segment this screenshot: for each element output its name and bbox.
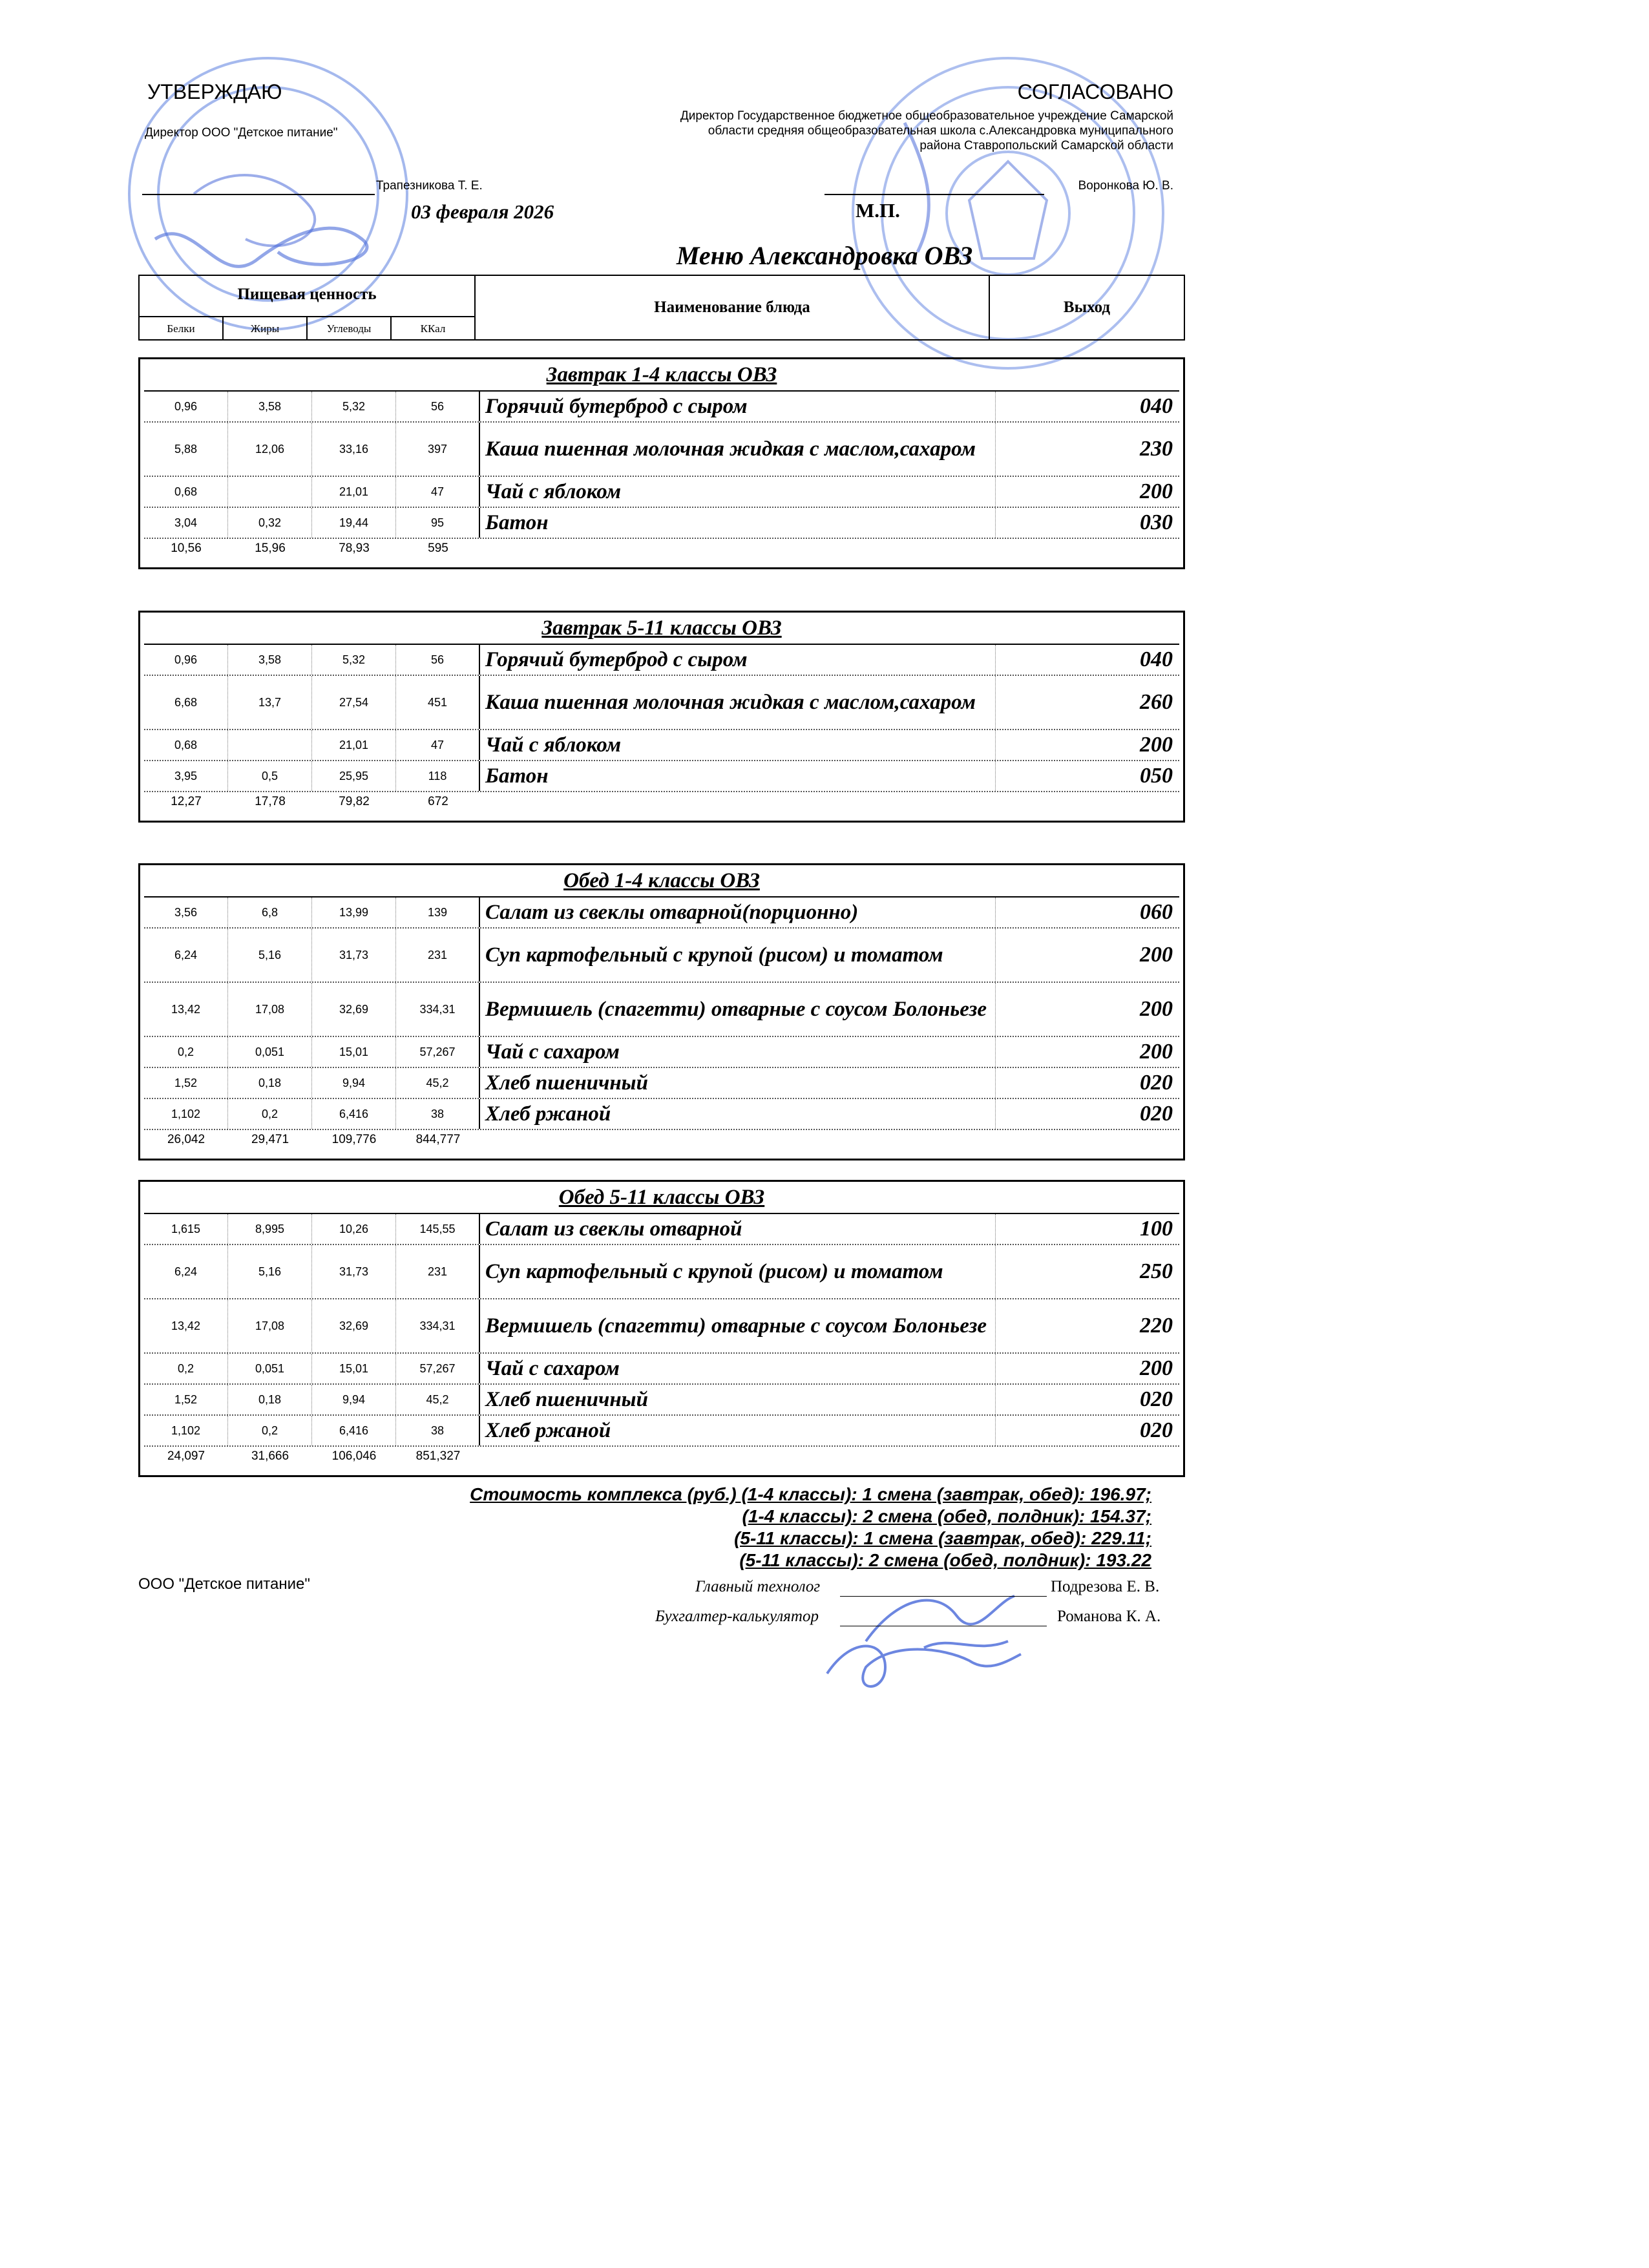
kcal-cell: 334,31 bbox=[396, 1299, 480, 1352]
table-row bbox=[144, 1245, 1179, 1299]
dish-name-cell: Чай с сахаром bbox=[480, 1354, 996, 1383]
table-row bbox=[144, 1354, 1179, 1385]
section-rows bbox=[144, 644, 1179, 812]
technologist-name: Подрезова Е. В. bbox=[1051, 1578, 1160, 1595]
dish-name-cell: Суп картофельный с крупой (рисом) и томатом bbox=[480, 929, 996, 982]
kcal-cell: 38 bbox=[396, 1416, 480, 1445]
table-row bbox=[144, 1385, 1179, 1416]
protein-cell: 6,24 bbox=[144, 1245, 228, 1298]
total-carbs: 79,82 bbox=[339, 795, 370, 808]
fat-cell: 12,06 bbox=[228, 423, 312, 476]
carbs-cell: 21,01 bbox=[312, 730, 396, 760]
menu-title: Меню Александровка ОВЗ bbox=[676, 241, 973, 270]
dish-name-cell: Суп картофельный с крупой (рисом) и томатом bbox=[480, 1245, 996, 1298]
total-kcal: 595 bbox=[428, 541, 448, 555]
fat-cell: 0,32 bbox=[228, 508, 312, 538]
kcal-cell: 57,267 bbox=[396, 1037, 480, 1067]
agreed-title: СОГЛАСОВАНО bbox=[1017, 80, 1173, 103]
protein-cell: 5,88 bbox=[144, 423, 228, 476]
kcal-cell: 145,55 bbox=[396, 1214, 480, 1244]
carbs-cell: 27,54 bbox=[312, 676, 396, 729]
yield-cell: 030 bbox=[1140, 510, 1173, 534]
section-total-row bbox=[144, 539, 1179, 558]
yield-cell: 200 bbox=[1140, 733, 1173, 757]
dish-header: Наименование блюда bbox=[476, 276, 990, 339]
section-rows bbox=[144, 896, 1179, 1150]
yield-cell: 200 bbox=[1140, 479, 1173, 503]
agreed-position-line-1: Директор Государственное бюджетное общеобразовательное учреждение Самарской bbox=[680, 109, 1173, 123]
dish-name-cell: Каша пшенная молочная жидкая с маслом,сахаром bbox=[480, 423, 996, 476]
table-row bbox=[144, 730, 1179, 761]
carbs-cell: 9,94 bbox=[312, 1068, 396, 1098]
yield-cell: 200 bbox=[1140, 1356, 1173, 1380]
kcal-cell: 45,2 bbox=[396, 1385, 480, 1414]
dish-name-cell: Вермишель (спагетти) отварные с соусом Болоньезе bbox=[480, 1299, 996, 1352]
total-protein: 10,56 bbox=[171, 541, 202, 555]
table-row bbox=[144, 1037, 1179, 1068]
kcal-cell: 95 bbox=[396, 508, 480, 538]
protein-cell: 0,2 bbox=[144, 1037, 228, 1067]
fat-cell: 0,2 bbox=[228, 1099, 312, 1129]
table-row bbox=[144, 508, 1179, 539]
protein-cell: 3,56 bbox=[144, 898, 228, 927]
fat-cell bbox=[228, 477, 312, 507]
table-row bbox=[144, 983, 1179, 1037]
dish-name-cell: Батон bbox=[480, 508, 996, 538]
total-carbs: 78,93 bbox=[339, 541, 370, 555]
accountant-name: Романова К. А. bbox=[1057, 1608, 1161, 1625]
protein-cell: 0,68 bbox=[144, 730, 228, 760]
dish-name-cell: Чай с яблоком bbox=[480, 730, 996, 760]
protein-cell: 3,95 bbox=[144, 761, 228, 791]
dish-name-cell: Горячий бутерброд с сыром bbox=[480, 645, 996, 675]
protein-cell: 13,42 bbox=[144, 983, 228, 1036]
carbs-header: Углеводы bbox=[308, 317, 392, 341]
carbs-cell: 15,01 bbox=[312, 1354, 396, 1383]
table-row bbox=[144, 761, 1179, 792]
carbs-cell: 33,16 bbox=[312, 423, 396, 476]
technologist-role: Главный технолог bbox=[695, 1578, 821, 1595]
protein-cell: 13,42 bbox=[144, 1299, 228, 1352]
total-protein: 12,27 bbox=[171, 795, 202, 808]
carbs-cell: 6,416 bbox=[312, 1099, 396, 1129]
fat-header: Жиры bbox=[224, 317, 308, 341]
kcal-cell: 139 bbox=[396, 898, 480, 927]
total-fat: 31,666 bbox=[251, 1449, 289, 1463]
total-fat: 17,78 bbox=[255, 795, 286, 808]
total-carbs: 106,046 bbox=[331, 1449, 377, 1463]
yield-cell: 020 bbox=[1140, 1418, 1173, 1442]
section-total-row bbox=[144, 1447, 1179, 1466]
accountant-role: Бухгалтер-калькулятор bbox=[655, 1608, 819, 1625]
dish-name-cell: Хлеб пшеничный bbox=[480, 1068, 996, 1098]
yield-cell: 060 bbox=[1140, 900, 1173, 924]
table-row bbox=[144, 423, 1179, 477]
agreed-signature-line bbox=[824, 194, 1044, 195]
yield-cell: 200 bbox=[1140, 997, 1173, 1021]
section-rows bbox=[144, 390, 1179, 558]
column-header bbox=[138, 275, 1185, 341]
table-row bbox=[144, 898, 1179, 929]
section-title: Обед 1-4 классы ОВЗ bbox=[563, 869, 760, 892]
kcal-cell: 38 bbox=[396, 1099, 480, 1129]
fat-cell: 17,08 bbox=[228, 983, 312, 1036]
menu-section bbox=[138, 611, 1185, 823]
kcal-cell: 45,2 bbox=[396, 1068, 480, 1098]
carbs-cell: 5,32 bbox=[312, 392, 396, 421]
total-kcal: 672 bbox=[428, 795, 448, 808]
kcal-cell: 47 bbox=[396, 477, 480, 507]
table-row bbox=[144, 676, 1179, 730]
carbs-cell: 31,73 bbox=[312, 1245, 396, 1298]
carbs-cell: 19,44 bbox=[312, 508, 396, 538]
dish-name-cell: Каша пшенная молочная жидкая с маслом,сахаром bbox=[480, 676, 996, 729]
fat-cell: 0,051 bbox=[228, 1354, 312, 1383]
fat-cell: 0,18 bbox=[228, 1385, 312, 1414]
approve-title: УТВЕРЖДАЮ bbox=[147, 80, 282, 103]
price-line-1: Стоимость комплекса (руб.) (1-4 классы): 1 смена (завтрак, обед): 196.97; bbox=[470, 1484, 1151, 1504]
kcal-cell: 451 bbox=[396, 676, 480, 729]
footer-organization: ООО "Детское питание" bbox=[138, 1575, 310, 1593]
section-bottom-padding bbox=[140, 558, 1183, 567]
protein-cell: 1,52 bbox=[144, 1385, 228, 1414]
protein-cell: 1,102 bbox=[144, 1099, 228, 1129]
fat-cell: 17,08 bbox=[228, 1299, 312, 1352]
agreed-position-line-3: района Ставропольский Самарской области bbox=[919, 139, 1173, 152]
dish-name-cell: Салат из свеклы отварной bbox=[480, 1214, 996, 1244]
dish-name-cell: Чай с сахаром bbox=[480, 1037, 996, 1067]
table-row bbox=[144, 1416, 1179, 1447]
yield-cell: 200 bbox=[1140, 943, 1173, 967]
fat-cell: 8,995 bbox=[228, 1214, 312, 1244]
carbs-cell: 25,95 bbox=[312, 761, 396, 791]
fat-cell: 3,58 bbox=[228, 645, 312, 675]
total-carbs: 109,776 bbox=[331, 1133, 377, 1146]
protein-cell: 0,96 bbox=[144, 392, 228, 421]
carbs-cell: 9,94 bbox=[312, 1385, 396, 1414]
nutrition-header: Пищевая ценность bbox=[140, 276, 476, 317]
dish-name-cell: Горячий бутерброд с сыром bbox=[480, 392, 996, 421]
yield-cell: 260 bbox=[1140, 690, 1173, 714]
section-title: Обед 5-11 классы ОВЗ bbox=[558, 1186, 765, 1209]
carbs-cell: 10,26 bbox=[312, 1214, 396, 1244]
yield-cell: 200 bbox=[1140, 1040, 1173, 1064]
fat-cell: 0,18 bbox=[228, 1068, 312, 1098]
protein-cell: 0,96 bbox=[144, 645, 228, 675]
section-bottom-padding bbox=[140, 1150, 1183, 1159]
dish-name-cell: Хлеб ржаной bbox=[480, 1416, 996, 1445]
protein-cell: 1,52 bbox=[144, 1068, 228, 1098]
technologist-signature-line bbox=[840, 1596, 1047, 1597]
price-line-3: (5-11 классы): 1 смена (завтрак, обед): 229.11; bbox=[734, 1528, 1151, 1548]
protein-cell: 1,615 bbox=[144, 1214, 228, 1244]
kcal-cell: 47 bbox=[396, 730, 480, 760]
accountant-signature bbox=[814, 1622, 1034, 1712]
dish-name-cell: Вермишель (спагетти) отварные с соусом Болоньезе bbox=[480, 983, 996, 1036]
menu-section bbox=[138, 357, 1185, 569]
protein-cell: 6,68 bbox=[144, 676, 228, 729]
agreed-position bbox=[680, 109, 1173, 153]
yield-header: Выход bbox=[1063, 299, 1111, 316]
protein-cell: 6,24 bbox=[144, 929, 228, 982]
table-row bbox=[144, 645, 1179, 676]
carbs-cell: 6,416 bbox=[312, 1416, 396, 1445]
total-fat: 15,96 bbox=[255, 541, 286, 555]
dish-name-cell: Батон bbox=[480, 761, 996, 791]
yield-cell: 050 bbox=[1140, 764, 1173, 788]
table-row bbox=[144, 1299, 1179, 1354]
fat-cell: 5,16 bbox=[228, 1245, 312, 1298]
approve-signer: Трапезникова Т. Е. bbox=[376, 179, 483, 193]
fat-cell bbox=[228, 730, 312, 760]
fat-cell: 0,5 bbox=[228, 761, 312, 791]
yield-cell: 220 bbox=[1140, 1314, 1173, 1338]
section-title: Завтрак 1-4 классы ОВЗ bbox=[546, 363, 777, 386]
table-row bbox=[144, 477, 1179, 508]
kcal-cell: 397 bbox=[396, 423, 480, 476]
fat-cell: 0,2 bbox=[228, 1416, 312, 1445]
fat-cell: 5,16 bbox=[228, 929, 312, 982]
yield-cell: 020 bbox=[1140, 1071, 1173, 1095]
section-total-row bbox=[144, 1130, 1179, 1150]
fat-cell: 3,58 bbox=[228, 392, 312, 421]
kcal-cell: 57,267 bbox=[396, 1354, 480, 1383]
fat-cell: 6,8 bbox=[228, 898, 312, 927]
carbs-cell: 21,01 bbox=[312, 477, 396, 507]
dish-name-cell: Хлеб пшеничный bbox=[480, 1385, 996, 1414]
carbs-cell: 5,32 bbox=[312, 645, 396, 675]
table-row bbox=[144, 1068, 1179, 1099]
section-bottom-padding bbox=[140, 812, 1183, 821]
dish-name-cell: Хлеб ржаной bbox=[480, 1099, 996, 1129]
kcal-cell: 231 bbox=[396, 929, 480, 982]
menu-section bbox=[138, 1180, 1185, 1477]
kcal-cell: 56 bbox=[396, 645, 480, 675]
kcal-cell: 334,31 bbox=[396, 983, 480, 1036]
table-row bbox=[144, 1214, 1179, 1245]
table-row bbox=[144, 1099, 1179, 1130]
document-date: 03 февраля 2026 bbox=[411, 200, 554, 223]
agreed-position-line-2: области средняя общеобразовательная школа с.Александровка муниципального bbox=[708, 124, 1173, 138]
section-rows bbox=[144, 1213, 1179, 1466]
dish-name-cell: Чай с яблоком bbox=[480, 477, 996, 507]
kcal-cell: 56 bbox=[396, 392, 480, 421]
carbs-cell: 32,69 bbox=[312, 983, 396, 1036]
total-kcal: 844,777 bbox=[415, 1133, 461, 1146]
protein-cell: 1,102 bbox=[144, 1416, 228, 1445]
yield-cell: 040 bbox=[1140, 394, 1173, 418]
protein-cell: 3,04 bbox=[144, 508, 228, 538]
section-total-row bbox=[144, 792, 1179, 812]
carbs-cell: 13,99 bbox=[312, 898, 396, 927]
approve-signature-line bbox=[142, 194, 375, 195]
section-bottom-padding bbox=[140, 1466, 1183, 1475]
price-line-2: (1-4 классы): 2 смена (обед, полдник): 154.37; bbox=[742, 1506, 1151, 1526]
protein-header: Белки bbox=[140, 317, 224, 341]
kcal-header: ККал bbox=[392, 317, 476, 341]
carbs-cell: 31,73 bbox=[312, 929, 396, 982]
stamp-place-label: М.П. bbox=[856, 199, 900, 222]
yield-cell: 020 bbox=[1140, 1102, 1173, 1126]
yield-cell: 250 bbox=[1140, 1259, 1173, 1283]
yield-cell: 040 bbox=[1140, 647, 1173, 671]
total-protein: 26,042 bbox=[167, 1133, 205, 1146]
table-row bbox=[144, 392, 1179, 423]
carbs-cell: 15,01 bbox=[312, 1037, 396, 1067]
yield-cell: 020 bbox=[1140, 1387, 1173, 1411]
yield-cell: 100 bbox=[1140, 1217, 1173, 1241]
total-protein: 24,097 bbox=[167, 1449, 205, 1463]
table-row bbox=[144, 929, 1179, 983]
price-line-4: (5-11 классы): 2 смена (обед, полдник): 193.22 bbox=[739, 1550, 1151, 1570]
kcal-cell: 118 bbox=[396, 761, 480, 791]
fat-cell: 0,051 bbox=[228, 1037, 312, 1067]
yield-cell: 230 bbox=[1140, 437, 1173, 461]
carbs-cell: 32,69 bbox=[312, 1299, 396, 1352]
kcal-cell: 231 bbox=[396, 1245, 480, 1298]
agreed-signer: Воронкова Ю. В. bbox=[1078, 179, 1173, 193]
fat-cell: 13,7 bbox=[228, 676, 312, 729]
menu-section bbox=[138, 863, 1185, 1160]
protein-cell: 0,68 bbox=[144, 477, 228, 507]
approve-position: Директор ООО "Детское питание" bbox=[145, 126, 338, 140]
section-title: Завтрак 5-11 классы ОВЗ bbox=[541, 616, 782, 640]
total-fat: 29,471 bbox=[251, 1133, 289, 1146]
dish-name-cell: Салат из свеклы отварной(порционно) bbox=[480, 898, 996, 927]
protein-cell: 0,2 bbox=[144, 1354, 228, 1383]
total-kcal: 851,327 bbox=[415, 1449, 461, 1463]
